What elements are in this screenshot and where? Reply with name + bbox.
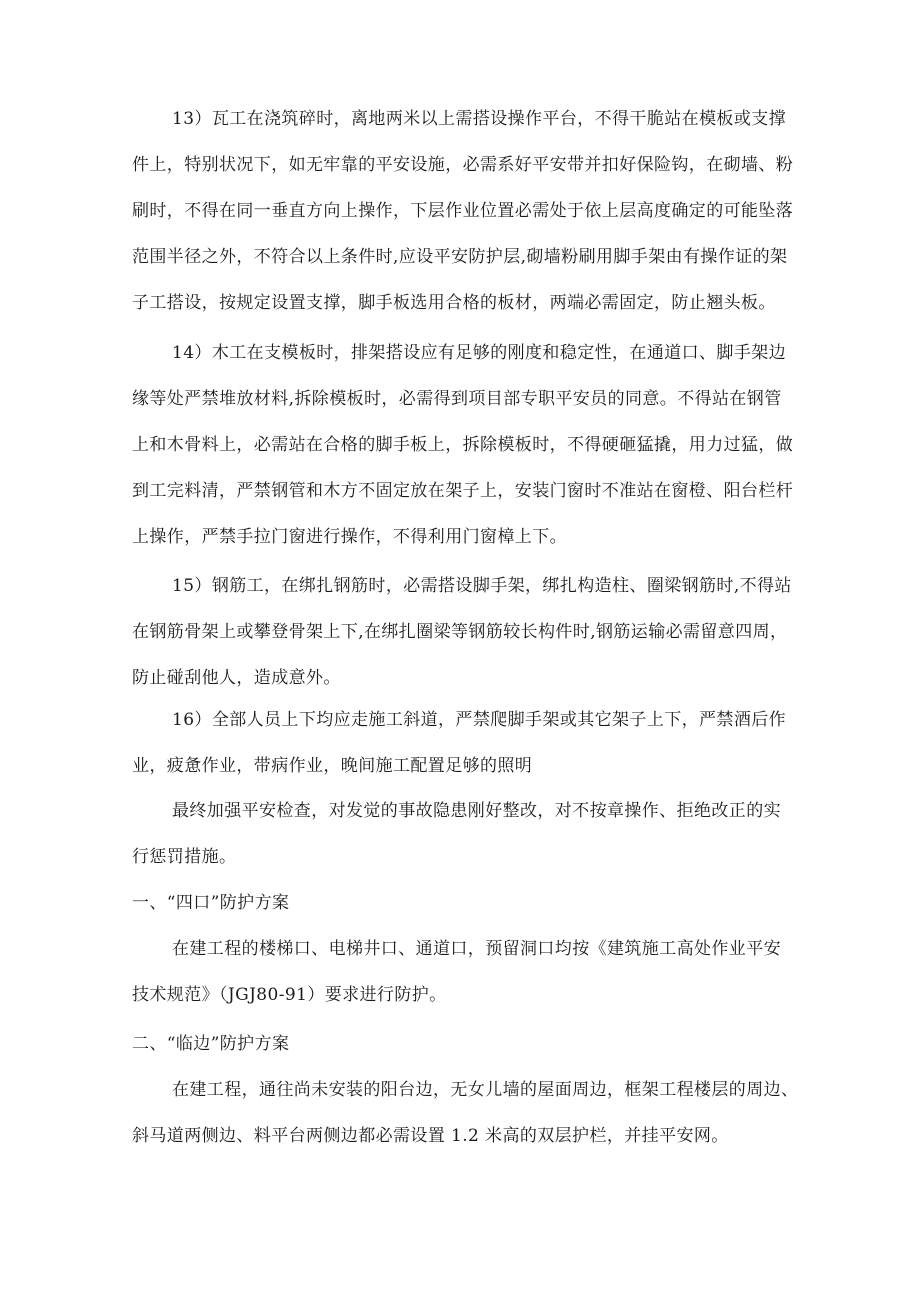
- text-line: 范围半径之外，不符合以上条件时,应设平安防护层,砌墙粉刷用脚手架由有操作证的架: [132, 247, 788, 267]
- text-line: 在建工程的楼梯口、电梯井口、通道口，预留洞口均按《建筑施工高处作业平安: [172, 939, 781, 959]
- paragraph-item-15: [132, 563, 844, 701]
- text-line: 行惩罚措施。: [132, 847, 237, 867]
- text-line: 14）木工在支模板时，排架搭设应有足够的刚度和稳定性，在通道口、脚手架边: [172, 343, 787, 363]
- text-line: 上和木骨料上，必需站在合格的脚手板上，拆除模板时，不得硬砸猛撬，用力过猛，做: [132, 435, 794, 455]
- text-line: 刷时，不得在同一垂直方向上操作，下层作业位置必需处于依上层高度确定的可能坠落: [132, 201, 794, 221]
- text-line: 在钢筋骨架上或攀登骨架上下,在绑扎圈梁等钢筋较长构件时,钢筋运输必需留意四周，: [132, 622, 788, 642]
- section-heading: 二、“临边”防护方案: [132, 1034, 290, 1054]
- text-line: 在建工程，通往尚未安装的阳台边，无女儿墙的屋面周边，框架工程楼层的周边、: [172, 1080, 799, 1100]
- paragraph-item-16: [132, 697, 844, 789]
- text-line: 缘等处严禁堆放材料,拆除模板时，必需得到项目部专职平安员的同意。不得站在钢管: [132, 389, 782, 409]
- text-line: 子工搭设，按规定设置支撑，脚手板选用合格的板材，两端必需固定，防止翘头板。: [132, 293, 776, 313]
- paragraph-item-14: [132, 330, 844, 560]
- text-line: 上操作，严禁手拉门窗进行操作，不得利用门窗樟上下。: [132, 527, 567, 547]
- text-line: 15）钢筋工，在绑扎钢筋时，必需搭设脚手架，绑扎构造柱、圈梁钢筋时,不得站: [172, 576, 792, 596]
- paragraph-item-13: [132, 96, 844, 326]
- text-line: 最终加强平安检查，对发觉的事故隐患刚好整改，对不按章操作、拒绝改正的实: [172, 801, 781, 821]
- paragraph-closing: [132, 788, 844, 880]
- text-line: 斜马道两侧边、料平台两侧边都必需设置 1.2 米高的双层护栏，并挂平安网。: [132, 1126, 729, 1146]
- text-line: 到工完料清，严禁钢管和木方不固定放在架子上，安装门窗时不准站在窗橙、阳台栏杆: [132, 481, 794, 501]
- section-heading: 一、“四口”防护方案: [132, 893, 290, 913]
- text-line: 件上，特别状况下，如无牢靠的平安设施，必需系好平安带并扣好保险钩，在砌墙、粉: [132, 155, 794, 175]
- section-two: [132, 1021, 844, 1159]
- section-one: [132, 880, 844, 1018]
- text-line: 16）全部人员上下均应走施工斜道，严禁爬脚手架或其它架子上下，严禁酒后作: [172, 710, 787, 730]
- text-line: 防止碰刮他人，造成意外。: [132, 668, 341, 688]
- text-line: 业，疲惫作业，带病作业，晚间施工配置足够的照明: [132, 756, 533, 776]
- text-line: 13）瓦工在浇筑碎时，离地两米以上需搭设操作平台，不得干脆站在模板或支撑: [172, 109, 787, 129]
- text-line: 技术规范》（JGJ80-91）要求进行防护。: [132, 985, 447, 1005]
